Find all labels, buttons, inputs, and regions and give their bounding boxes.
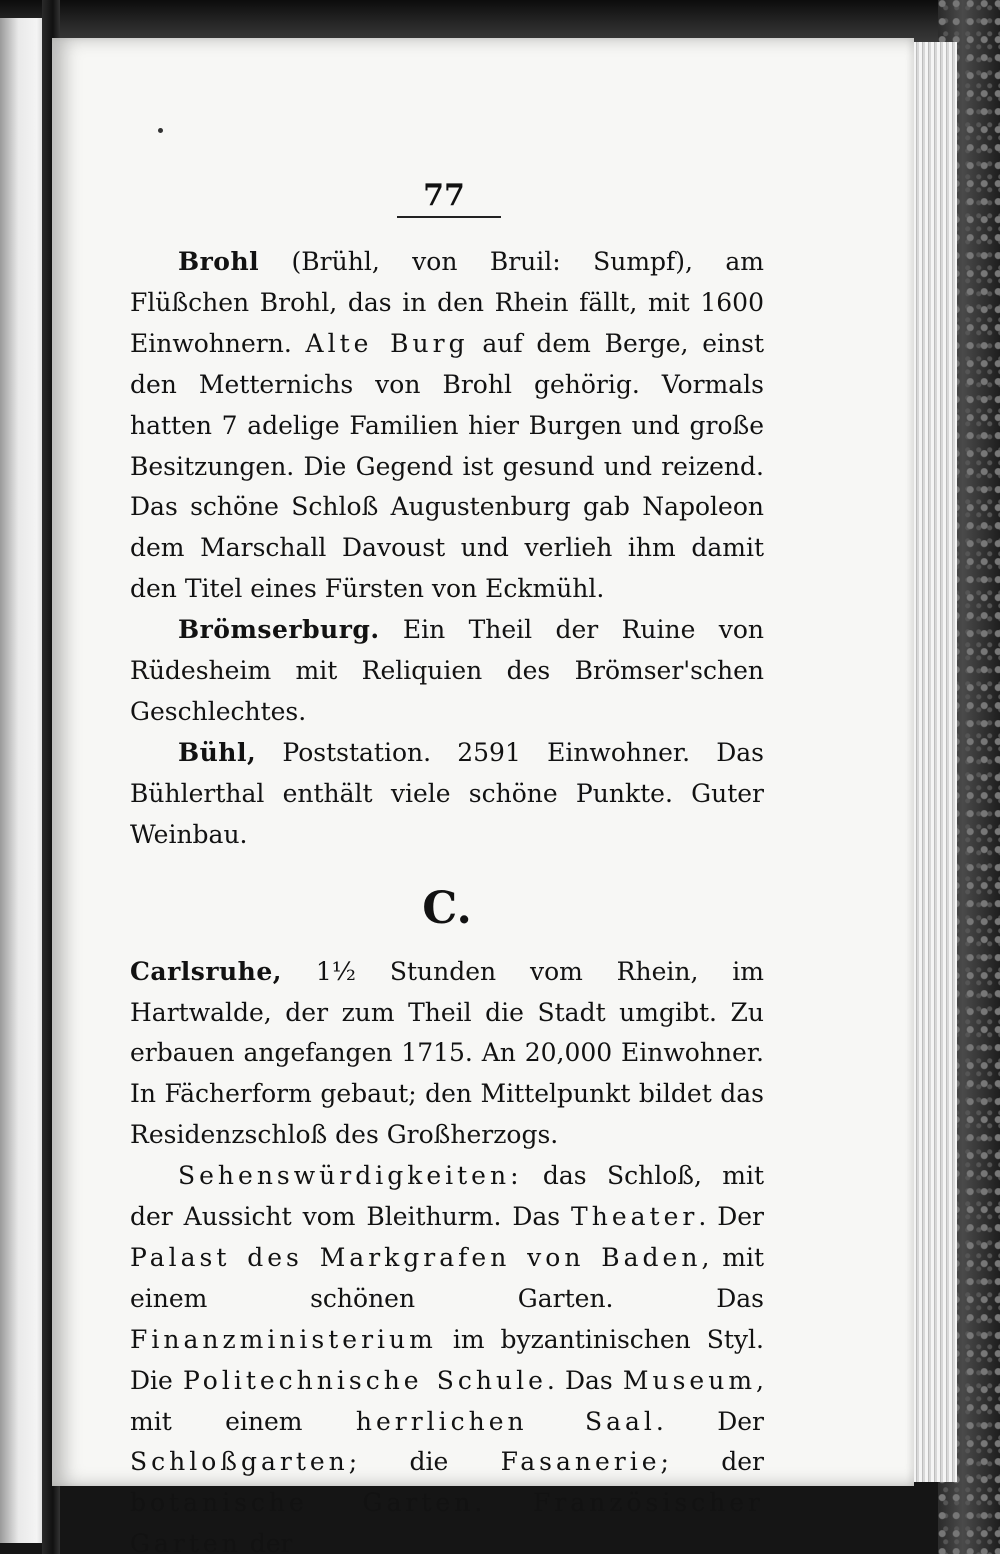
sehens-s10: botanische Garten — [130, 1488, 475, 1518]
carlsruhe-text: 1½ Stunden vom Rhein, im Hartwalde, der zum Theil die Stadt umgibt. Zu erbauen angefangen 1715. An 20,000 Einwohner. In Fächerform gebaut; den Mittelpunkt bildet das Residenzschloß des Großherzogs. — [130, 956, 764, 1150]
section-letter: C. — [422, 882, 472, 934]
page-body — [130, 242, 764, 1554]
sehens-t9: ; der — [660, 1447, 764, 1477]
entry-broemserburg — [130, 610, 764, 733]
sehens-s2: Theater — [571, 1202, 699, 1232]
entry-brohl — [130, 242, 764, 610]
page-number: 77 — [423, 178, 465, 213]
sehens-s4: Finanzministerium — [130, 1324, 437, 1354]
ink-speck — [158, 128, 163, 133]
entry-sehenswuerdigkeiten — [130, 1156, 764, 1554]
brohl-spaced: Alte Burg — [305, 328, 469, 358]
entry-buehl — [130, 733, 764, 856]
sehens-s3: Palast des Markgrafen von Baden — [130, 1242, 702, 1272]
sehens-s6: Museum — [622, 1365, 757, 1395]
entry-carlsruhe — [130, 952, 764, 1157]
sehens-t10: . — [474, 1488, 533, 1518]
sehens-t5: . Das — [546, 1365, 623, 1395]
broemserburg-text: Ein Theil der Ruine von Rüdesheim mit Reliquien des Brömser'schen Geschlechtes. — [130, 615, 764, 726]
header-rule — [397, 216, 501, 218]
sehens-t3: , mit einem schönen Garten. Das — [130, 1242, 764, 1313]
sehens-s5: Politechnische Schule — [182, 1365, 547, 1395]
sehens-s7: herrlichen Saal — [355, 1406, 656, 1436]
sehens-t4: im byzantinischen Styl. Die — [130, 1324, 764, 1395]
lemma-carlsruhe: Carlsruhe, — [130, 956, 282, 986]
lemma-broemserburg: Brömserburg. — [178, 615, 380, 645]
book-page — [52, 38, 914, 1554]
buehl-text: Poststation. 2591 Einwohner. Das Bühlerthal enthält viele schöne Punkte. Guter Weinbau. — [130, 737, 764, 849]
sehens-s8: Schloßgarten — [130, 1447, 349, 1477]
brohl-text2: auf dem Berge, einst den Metternichs von Brohl gehörig. Vormals hatten 7 adelige Familien hier Burgen und große Besitzungen. Die Gegend ist gesund und reizend. Das schöne Schloß Augustenburg gab Napoleon dem Marschall Davoust und verlieh ihm damit den Titel eines Fürsten von Eckmühl. — [130, 328, 765, 604]
brohl-text: (Brühl, von Bruil: Sumpf), am Flüßchen Brohl, das in den Rhein fällt, mit 1600 Einwohnern. — [130, 247, 764, 358]
sehens-t7: . Der — [655, 1406, 765, 1436]
sehens-s1: Sehenswürdigkeiten: — [178, 1161, 523, 1191]
sehens-t2: . Der — [698, 1202, 764, 1232]
lemma-brohl: Brohl — [178, 247, 260, 276]
facing-page-edge — [0, 18, 46, 1543]
sehens-s11: Französischer Garten — [130, 1488, 764, 1554]
sehens-t6: , mit einem — [130, 1365, 764, 1436]
sehens-t11: der — [241, 1529, 293, 1554]
lemma-buehl: Bühl, — [178, 737, 257, 767]
sehens-t1: das Schloß, mit der Aussicht vom Bleithurm. Das — [130, 1161, 764, 1232]
sehens-s9: Fasanerie — [500, 1447, 661, 1477]
sehens-t8: ; die — [348, 1447, 501, 1477]
